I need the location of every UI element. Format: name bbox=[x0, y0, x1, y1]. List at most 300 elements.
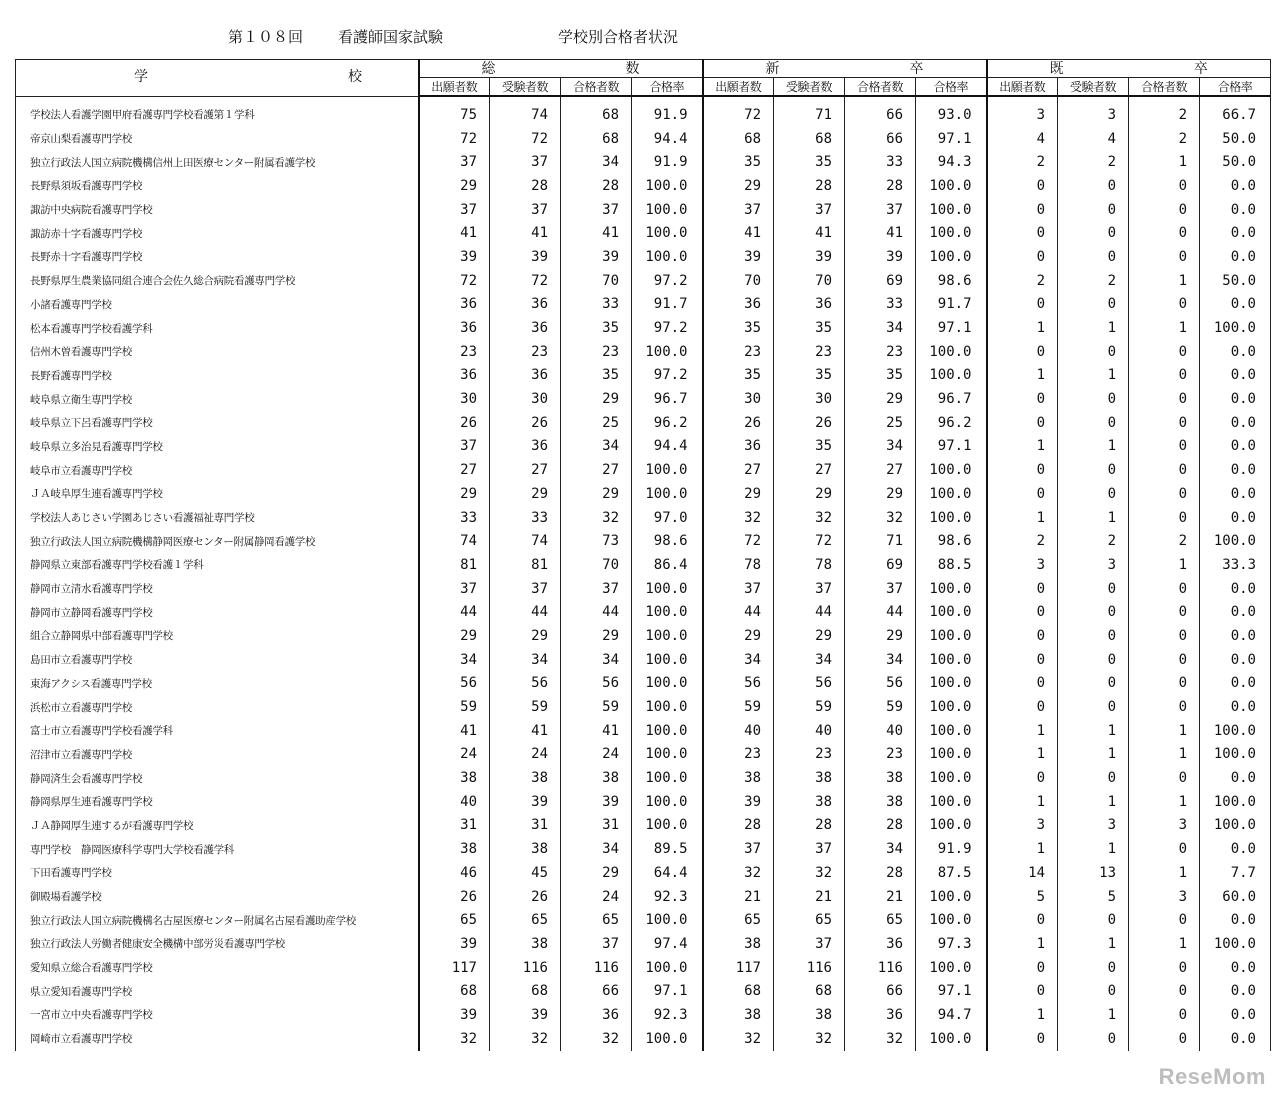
count-cell: 41 bbox=[845, 221, 916, 245]
pass-rate-cell: 100.0 bbox=[632, 648, 703, 672]
count-cell: 68 bbox=[561, 96, 632, 127]
pass-rate-cell: 96.7 bbox=[916, 387, 987, 411]
count-cell: 0 bbox=[987, 221, 1058, 245]
count-cell: 39 bbox=[419, 932, 490, 956]
exam-name: 看護師国家試験 bbox=[338, 28, 444, 46]
count-cell: 1 bbox=[1129, 932, 1200, 956]
count-cell: 65 bbox=[703, 908, 774, 932]
group-new-graduates-header: 新 卒 bbox=[703, 60, 987, 78]
count-cell: 31 bbox=[561, 814, 632, 838]
count-cell: 39 bbox=[703, 790, 774, 814]
count-cell: 24 bbox=[419, 743, 490, 767]
count-cell: 34 bbox=[490, 648, 561, 672]
count-cell: 70 bbox=[561, 269, 632, 293]
count-cell: 56 bbox=[774, 672, 845, 696]
count-cell: 24 bbox=[561, 885, 632, 909]
count-cell: 0 bbox=[987, 695, 1058, 719]
pass-rate-cell: 100.0 bbox=[632, 198, 703, 222]
count-cell: 35 bbox=[561, 364, 632, 388]
pass-rate-cell: 91.7 bbox=[632, 293, 703, 317]
count-cell: 39 bbox=[490, 1003, 561, 1027]
school-name: ＪＡ岐阜厚生連看護専門学校 bbox=[16, 482, 419, 506]
count-cell: 34 bbox=[845, 435, 916, 459]
count-cell: 2 bbox=[987, 529, 1058, 553]
school-name: 小諸看護専門学校 bbox=[16, 293, 419, 317]
pass-rate-cell: 100.0 bbox=[916, 695, 987, 719]
table-row bbox=[16, 174, 1271, 198]
count-cell: 0 bbox=[987, 245, 1058, 269]
count-cell: 0 bbox=[1058, 956, 1129, 980]
count-cell: 68 bbox=[490, 979, 561, 1003]
count-cell: 44 bbox=[419, 600, 490, 624]
pass-rate-cell: 0.0 bbox=[1200, 340, 1271, 364]
pass-rate-cell: 88.5 bbox=[916, 553, 987, 577]
table-row bbox=[16, 1027, 1271, 1051]
count-cell: 65 bbox=[845, 908, 916, 932]
count-cell: 1 bbox=[987, 1003, 1058, 1027]
count-cell: 37 bbox=[561, 932, 632, 956]
count-cell: 26 bbox=[490, 885, 561, 909]
count-cell: 32 bbox=[845, 506, 916, 530]
pass-rate-cell: 100.0 bbox=[632, 1027, 703, 1051]
pass-rate-cell: 97.4 bbox=[632, 932, 703, 956]
count-cell: 0 bbox=[1129, 1003, 1200, 1027]
pass-rate-cell: 100.0 bbox=[916, 743, 987, 767]
table-row bbox=[16, 245, 1271, 269]
exam-round: 第１０８回 bbox=[228, 28, 304, 46]
count-cell: 23 bbox=[561, 340, 632, 364]
pass-rate-cell: 0.0 bbox=[1200, 1027, 1271, 1051]
document-title bbox=[0, 26, 1280, 50]
count-cell: 72 bbox=[490, 269, 561, 293]
count-cell: 0 bbox=[1058, 458, 1129, 482]
count-cell: 2 bbox=[987, 150, 1058, 174]
count-cell: 27 bbox=[703, 458, 774, 482]
count-cell: 3 bbox=[1058, 814, 1129, 838]
count-cell: 36 bbox=[419, 364, 490, 388]
count-cell: 28 bbox=[845, 814, 916, 838]
school-name: 組合立静岡県中部看護専門学校 bbox=[16, 624, 419, 648]
count-cell: 26 bbox=[419, 885, 490, 909]
count-cell: 117 bbox=[419, 956, 490, 980]
pass-rate-cell: 100.0 bbox=[916, 506, 987, 530]
count-cell: 38 bbox=[774, 766, 845, 790]
count-cell: 38 bbox=[774, 1003, 845, 1027]
count-cell: 21 bbox=[703, 885, 774, 909]
count-cell: 1 bbox=[987, 743, 1058, 767]
count-cell: 3 bbox=[1058, 96, 1129, 127]
count-cell: 0 bbox=[1129, 411, 1200, 435]
count-cell: 66 bbox=[845, 96, 916, 127]
count-cell: 0 bbox=[1129, 695, 1200, 719]
count-cell: 72 bbox=[490, 127, 561, 151]
pass-rate-cell: 100.0 bbox=[632, 956, 703, 980]
count-cell: 74 bbox=[490, 96, 561, 127]
count-cell: 29 bbox=[561, 861, 632, 885]
pass-rate-cell: 98.6 bbox=[916, 269, 987, 293]
table-row bbox=[16, 577, 1271, 601]
count-cell: 36 bbox=[774, 293, 845, 317]
count-cell: 0 bbox=[987, 672, 1058, 696]
count-cell: 34 bbox=[845, 837, 916, 861]
count-cell: 32 bbox=[419, 1027, 490, 1051]
pass-rate-cell: 97.1 bbox=[916, 127, 987, 151]
school-header bbox=[16, 60, 419, 97]
count-cell: 68 bbox=[561, 127, 632, 151]
count-cell: 37 bbox=[419, 150, 490, 174]
count-cell: 35 bbox=[703, 316, 774, 340]
table-row bbox=[16, 553, 1271, 577]
pass-rate-cell: 0.0 bbox=[1200, 979, 1271, 1003]
table-row bbox=[16, 198, 1271, 222]
school-name: 岡崎市立看護専門学校 bbox=[16, 1027, 419, 1051]
count-cell: 0 bbox=[1058, 221, 1129, 245]
pass-rate-cell: 100.0 bbox=[916, 577, 987, 601]
table-row bbox=[16, 150, 1271, 174]
school-name: 静岡市立清水看護専門学校 bbox=[16, 577, 419, 601]
col-passers: 合格者数 bbox=[561, 78, 632, 97]
count-cell: 29 bbox=[490, 624, 561, 648]
count-cell: 78 bbox=[703, 553, 774, 577]
pass-rate-cell: 93.0 bbox=[916, 96, 987, 127]
count-cell: 36 bbox=[419, 293, 490, 317]
count-cell: 2 bbox=[987, 269, 1058, 293]
count-cell: 0 bbox=[1058, 1027, 1129, 1051]
count-cell: 26 bbox=[774, 411, 845, 435]
count-cell: 0 bbox=[987, 624, 1058, 648]
pass-rate-cell: 100.0 bbox=[632, 624, 703, 648]
count-cell: 56 bbox=[703, 672, 774, 696]
count-cell: 0 bbox=[1129, 600, 1200, 624]
count-cell: 2 bbox=[1129, 96, 1200, 127]
pass-rate-cell: 100.0 bbox=[1200, 529, 1271, 553]
pass-rate-cell: 100.0 bbox=[916, 482, 987, 506]
count-cell: 28 bbox=[490, 174, 561, 198]
table-row bbox=[16, 979, 1271, 1003]
count-cell: 68 bbox=[774, 979, 845, 1003]
count-cell: 33 bbox=[845, 293, 916, 317]
count-cell: 28 bbox=[561, 174, 632, 198]
count-cell: 41 bbox=[419, 719, 490, 743]
pass-rate-cell: 100.0 bbox=[1200, 814, 1271, 838]
pass-rate-cell: 0.0 bbox=[1200, 387, 1271, 411]
count-cell: 29 bbox=[561, 482, 632, 506]
table-row bbox=[16, 861, 1271, 885]
count-cell: 59 bbox=[561, 695, 632, 719]
col-pass-rate: 合格率 bbox=[1200, 78, 1271, 97]
pass-rate-cell: 100.0 bbox=[632, 790, 703, 814]
count-cell: 38 bbox=[774, 790, 845, 814]
pass-rate-cell: 97.1 bbox=[632, 979, 703, 1003]
table-row bbox=[16, 96, 1271, 127]
pass-rate-cell: 100.0 bbox=[632, 766, 703, 790]
count-cell: 26 bbox=[490, 411, 561, 435]
count-cell: 56 bbox=[561, 672, 632, 696]
count-cell: 0 bbox=[987, 1027, 1058, 1051]
pass-rate-cell: 0.0 bbox=[1200, 506, 1271, 530]
count-cell: 37 bbox=[774, 837, 845, 861]
count-cell: 0 bbox=[1058, 482, 1129, 506]
count-cell: 72 bbox=[419, 127, 490, 151]
pass-rate-cell: 97.2 bbox=[632, 269, 703, 293]
school-name: 独立行政法人国立病院機構信州上田医療センター附属看護学校 bbox=[16, 150, 419, 174]
count-cell: 0 bbox=[987, 482, 1058, 506]
count-cell: 0 bbox=[1058, 293, 1129, 317]
count-cell: 36 bbox=[419, 316, 490, 340]
count-cell: 74 bbox=[419, 529, 490, 553]
count-cell: 1 bbox=[1058, 837, 1129, 861]
school-name: 独立行政法人国立病院機構静岡医療センター附属静岡看護学校 bbox=[16, 529, 419, 553]
count-cell: 72 bbox=[419, 269, 490, 293]
table-row bbox=[16, 600, 1271, 624]
pass-rate-cell: 100.0 bbox=[916, 648, 987, 672]
count-cell: 37 bbox=[845, 577, 916, 601]
col-passers: 合格者数 bbox=[1129, 78, 1200, 97]
count-cell: 29 bbox=[561, 387, 632, 411]
count-cell: 0 bbox=[1129, 174, 1200, 198]
count-cell: 34 bbox=[703, 648, 774, 672]
count-cell: 0 bbox=[1129, 1027, 1200, 1051]
count-cell: 70 bbox=[774, 269, 845, 293]
count-cell: 59 bbox=[703, 695, 774, 719]
count-cell: 70 bbox=[561, 553, 632, 577]
count-cell: 0 bbox=[1129, 221, 1200, 245]
count-cell: 26 bbox=[703, 411, 774, 435]
count-cell: 0 bbox=[1058, 979, 1129, 1003]
count-cell: 36 bbox=[490, 316, 561, 340]
count-cell: 44 bbox=[561, 600, 632, 624]
count-cell: 72 bbox=[703, 529, 774, 553]
col-pass-rate: 合格率 bbox=[632, 78, 703, 97]
table-row bbox=[16, 956, 1271, 980]
count-cell: 38 bbox=[845, 766, 916, 790]
count-cell: 2 bbox=[1129, 127, 1200, 151]
pass-rate-cell: 60.0 bbox=[1200, 885, 1271, 909]
count-cell: 0 bbox=[1058, 245, 1129, 269]
pass-rate-cell: 91.7 bbox=[916, 293, 987, 317]
count-cell: 0 bbox=[1129, 245, 1200, 269]
school-header-right: 校 bbox=[348, 69, 362, 85]
pass-rate-cell: 100.0 bbox=[916, 908, 987, 932]
count-cell: 117 bbox=[703, 956, 774, 980]
count-cell: 0 bbox=[1129, 837, 1200, 861]
table-row bbox=[16, 529, 1271, 553]
col-passers: 合格者数 bbox=[845, 78, 916, 97]
count-cell: 37 bbox=[419, 435, 490, 459]
table-row bbox=[16, 885, 1271, 909]
col-examinees: 受験者数 bbox=[774, 78, 845, 97]
count-cell: 28 bbox=[774, 174, 845, 198]
count-cell: 29 bbox=[845, 387, 916, 411]
pass-rate-cell: 0.0 bbox=[1200, 600, 1271, 624]
count-cell: 0 bbox=[987, 411, 1058, 435]
count-cell: 0 bbox=[1058, 624, 1129, 648]
pass-rate-cell: 50.0 bbox=[1200, 269, 1271, 293]
count-cell: 39 bbox=[703, 245, 774, 269]
count-cell: 34 bbox=[419, 648, 490, 672]
col-applicants: 出願者数 bbox=[987, 78, 1058, 97]
count-cell: 29 bbox=[419, 482, 490, 506]
count-cell: 37 bbox=[561, 577, 632, 601]
col-applicants: 出願者数 bbox=[419, 78, 490, 97]
count-cell: 38 bbox=[419, 837, 490, 861]
report-name: 学校別合格者状況 bbox=[558, 28, 679, 46]
count-cell: 35 bbox=[845, 364, 916, 388]
count-cell: 29 bbox=[419, 174, 490, 198]
pass-rate-cell: 96.2 bbox=[632, 411, 703, 435]
count-cell: 0 bbox=[1129, 435, 1200, 459]
count-cell: 32 bbox=[774, 861, 845, 885]
count-cell: 21 bbox=[845, 885, 916, 909]
pass-rate-cell: 100.0 bbox=[632, 458, 703, 482]
count-cell: 0 bbox=[1129, 908, 1200, 932]
table-row bbox=[16, 506, 1271, 530]
count-cell: 2 bbox=[1058, 150, 1129, 174]
count-cell: 1 bbox=[1129, 269, 1200, 293]
count-cell: 1 bbox=[987, 837, 1058, 861]
pass-rate-cell: 0.0 bbox=[1200, 837, 1271, 861]
pass-rate-cell: 96.2 bbox=[916, 411, 987, 435]
count-cell: 27 bbox=[774, 458, 845, 482]
count-cell: 23 bbox=[419, 340, 490, 364]
count-cell: 1 bbox=[1129, 790, 1200, 814]
pass-rate-cell: 100.0 bbox=[916, 719, 987, 743]
pass-rate-cell: 0.0 bbox=[1200, 458, 1271, 482]
count-cell: 68 bbox=[774, 127, 845, 151]
count-cell: 13 bbox=[1058, 861, 1129, 885]
count-cell: 40 bbox=[419, 790, 490, 814]
school-name: 独立行政法人国立病院機構名古屋医療センター附属名古屋看護助産学校 bbox=[16, 908, 419, 932]
count-cell: 116 bbox=[561, 956, 632, 980]
pass-rate-cell: 100.0 bbox=[916, 245, 987, 269]
count-cell: 0 bbox=[1129, 766, 1200, 790]
count-cell: 59 bbox=[774, 695, 845, 719]
count-cell: 24 bbox=[490, 743, 561, 767]
count-cell: 36 bbox=[845, 932, 916, 956]
pass-rate-cell: 94.4 bbox=[632, 435, 703, 459]
count-cell: 1 bbox=[1058, 435, 1129, 459]
table-row bbox=[16, 766, 1271, 790]
count-cell: 1 bbox=[987, 719, 1058, 743]
pass-rate-cell: 94.4 bbox=[632, 127, 703, 151]
table-row bbox=[16, 411, 1271, 435]
count-cell: 36 bbox=[490, 293, 561, 317]
pass-rate-cell: 92.3 bbox=[632, 1003, 703, 1027]
pass-rate-cell: 100.0 bbox=[632, 482, 703, 506]
count-cell: 29 bbox=[774, 624, 845, 648]
count-cell: 3 bbox=[987, 814, 1058, 838]
col-applicants: 出願者数 bbox=[703, 78, 774, 97]
count-cell: 27 bbox=[561, 458, 632, 482]
school-name: 岐阜県立下呂看護専門学校 bbox=[16, 411, 419, 435]
count-cell: 1 bbox=[1129, 861, 1200, 885]
pass-rate-cell: 33.3 bbox=[1200, 553, 1271, 577]
school-name: 長野県須坂看護専門学校 bbox=[16, 174, 419, 198]
count-cell: 41 bbox=[774, 221, 845, 245]
count-cell: 0 bbox=[1058, 174, 1129, 198]
pass-rate-cell: 100.0 bbox=[632, 695, 703, 719]
pass-rate-cell: 0.0 bbox=[1200, 695, 1271, 719]
count-cell: 25 bbox=[561, 411, 632, 435]
count-cell: 56 bbox=[845, 672, 916, 696]
count-cell: 39 bbox=[774, 245, 845, 269]
count-cell: 0 bbox=[987, 956, 1058, 980]
count-cell: 40 bbox=[845, 719, 916, 743]
count-cell: 31 bbox=[419, 814, 490, 838]
school-name: 富士市立看護専門学校看護学科 bbox=[16, 719, 419, 743]
count-cell: 81 bbox=[419, 553, 490, 577]
count-cell: 27 bbox=[419, 458, 490, 482]
school-name: 岐阜県立衛生専門学校 bbox=[16, 387, 419, 411]
school-name: 島田市立看護専門学校 bbox=[16, 648, 419, 672]
watermark-logo: ReseMom bbox=[1158, 1064, 1266, 1089]
count-cell: 1 bbox=[1058, 316, 1129, 340]
table-row bbox=[16, 932, 1271, 956]
count-cell: 26 bbox=[419, 411, 490, 435]
count-cell: 37 bbox=[490, 577, 561, 601]
count-cell: 1 bbox=[1058, 1003, 1129, 1027]
count-cell: 41 bbox=[419, 221, 490, 245]
count-cell: 0 bbox=[987, 577, 1058, 601]
count-cell: 32 bbox=[774, 1027, 845, 1051]
count-cell: 32 bbox=[561, 1027, 632, 1051]
count-cell: 116 bbox=[845, 956, 916, 980]
count-cell: 23 bbox=[774, 340, 845, 364]
count-cell: 116 bbox=[490, 956, 561, 980]
count-cell: 37 bbox=[490, 150, 561, 174]
count-cell: 32 bbox=[490, 1027, 561, 1051]
pass-rate-cell: 94.3 bbox=[916, 150, 987, 174]
pass-rate-cell: 91.9 bbox=[632, 96, 703, 127]
pass-rate-cell: 100.0 bbox=[632, 814, 703, 838]
school-name: 沼津市立看護専門学校 bbox=[16, 743, 419, 767]
count-cell: 39 bbox=[561, 790, 632, 814]
results-table bbox=[15, 59, 1271, 1051]
count-cell: 29 bbox=[703, 624, 774, 648]
count-cell: 0 bbox=[1129, 672, 1200, 696]
count-cell: 24 bbox=[561, 743, 632, 767]
count-cell: 0 bbox=[987, 198, 1058, 222]
pass-rate-cell: 0.0 bbox=[1200, 411, 1271, 435]
count-cell: 0 bbox=[1129, 624, 1200, 648]
count-cell: 72 bbox=[703, 96, 774, 127]
count-cell: 0 bbox=[987, 458, 1058, 482]
count-cell: 36 bbox=[703, 293, 774, 317]
count-cell: 32 bbox=[703, 1027, 774, 1051]
count-cell: 37 bbox=[490, 198, 561, 222]
count-cell: 0 bbox=[1058, 648, 1129, 672]
count-cell: 29 bbox=[561, 624, 632, 648]
pass-rate-cell: 94.7 bbox=[916, 1003, 987, 1027]
count-cell: 0 bbox=[1058, 411, 1129, 435]
pass-rate-cell: 97.1 bbox=[916, 316, 987, 340]
count-cell: 38 bbox=[490, 932, 561, 956]
count-cell: 71 bbox=[845, 529, 916, 553]
school-name: 岐阜県立多治見看護専門学校 bbox=[16, 435, 419, 459]
school-name: 長野県厚生農業協同組合連合会佐久総合病院看護専門学校 bbox=[16, 269, 419, 293]
count-cell: 35 bbox=[561, 316, 632, 340]
count-cell: 1 bbox=[1058, 364, 1129, 388]
count-cell: 41 bbox=[561, 719, 632, 743]
pass-rate-cell: 100.0 bbox=[916, 458, 987, 482]
pass-rate-cell: 0.0 bbox=[1200, 435, 1271, 459]
table-row bbox=[16, 387, 1271, 411]
count-cell: 1 bbox=[1058, 790, 1129, 814]
count-cell: 0 bbox=[1129, 956, 1200, 980]
count-cell: 33 bbox=[490, 506, 561, 530]
pass-rate-cell: 64.4 bbox=[632, 861, 703, 885]
school-name: 浜松市立看護専門学校 bbox=[16, 695, 419, 719]
